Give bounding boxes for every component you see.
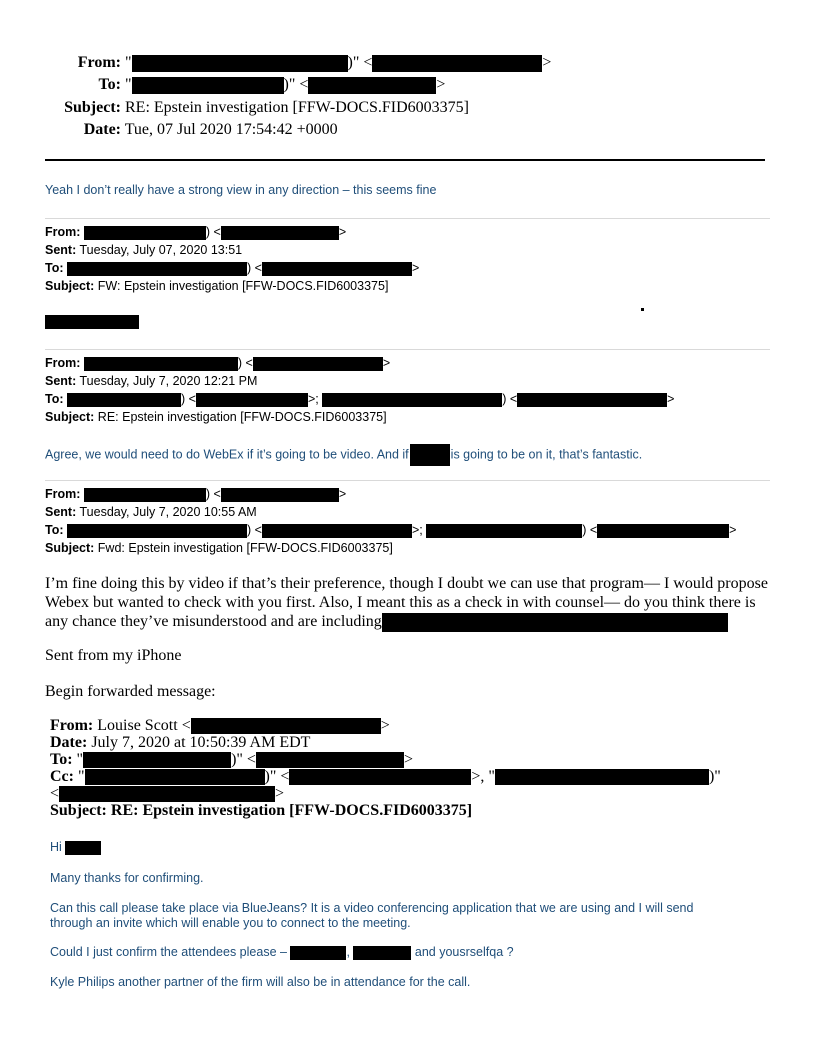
subject-label: Subject: [45, 541, 95, 555]
from-label: From: [45, 225, 81, 239]
redaction-block [597, 524, 729, 538]
redaction-block [59, 786, 275, 802]
email3-body-line: I’m fine doing this by video if that’s their preference, though I doubt we can use that program— I would propose [45, 575, 768, 592]
fwd-date-row [50, 734, 721, 751]
email2-body [45, 444, 642, 466]
redaction-block [191, 718, 381, 734]
email2-header [45, 354, 674, 426]
email2-sent-row [45, 372, 674, 390]
separator [45, 480, 770, 481]
to-label: To: [50, 751, 73, 768]
redaction-block [85, 769, 265, 785]
header-divider [45, 159, 765, 161]
date-value: Tue, 07 Jul 2020 17:54:42 +0000 [124, 121, 338, 138]
email3-sent-row [45, 503, 736, 521]
fwd-para: Can this call please take place via BlueJeans? It is a video conferencing application that we are using and I will send through an invite which will enable you to connect to the meeting. [50, 901, 694, 930]
email1-header [45, 223, 419, 295]
redaction-block [308, 77, 436, 94]
redaction-block [322, 393, 502, 407]
to-label: To: [45, 261, 64, 275]
redaction-block [84, 357, 238, 371]
email2-body-part1: Agree, we would need to do WebEx if it’s going to be video. And if [45, 447, 409, 462]
separator [45, 349, 770, 350]
date-label: Date: [83, 121, 121, 138]
fwd-from-row: From: Louise Scott < > [50, 717, 390, 734]
subject-value: RE: Epstein investigation [FFW-DOCS.FID6003375] [125, 99, 469, 116]
sent-value: Tuesday, July 7, 2020 12:21 PM [79, 374, 258, 388]
subject-value: RE: Epstein investigation [FFW-DOCS.FID6003375] [110, 802, 473, 819]
fwd-para: Kyle Philips another partner of the firm will also be in attendance for the call. [50, 975, 471, 989]
email2-body-part2: is going to be on it, that’s fantastic. [450, 447, 643, 462]
stray-dot [641, 308, 644, 311]
redaction-block [262, 524, 412, 538]
redaction-block [262, 262, 412, 276]
header-subject-row [45, 99, 469, 117]
redaction-block [353, 946, 411, 960]
redaction-block [83, 752, 231, 768]
sent-label: Sent: [45, 374, 77, 388]
sent-label: Sent: [45, 243, 77, 257]
to-label: To: [45, 523, 64, 537]
email2-subject-row [45, 408, 674, 426]
email3-body-line: Webex but wanted to check with you first. Also, I meant this as a check in with counsel— do you think there is [45, 594, 756, 611]
header-from-row: From: " )" < > [45, 54, 551, 72]
redaction-block [517, 393, 667, 407]
redaction-block [221, 488, 339, 502]
fwd-para: Many thanks for confirming. [50, 871, 204, 885]
redaction-block [67, 262, 247, 276]
fwd-subject-row [50, 802, 721, 819]
email3-body-line: any chance they’ve misunderstood and are including [45, 612, 775, 632]
redaction-block [382, 613, 728, 632]
redaction-block [132, 77, 284, 94]
redaction-block [67, 393, 181, 407]
forward-intro: Begin forwarded message: [45, 683, 216, 700]
email1-from-row: From: ) < > [45, 225, 347, 239]
redaction-block [65, 841, 101, 855]
redaction-block [372, 55, 542, 72]
sent-value: Tuesday, July 07, 2020 13:51 [79, 243, 243, 257]
fwd-cc-row-cont: < > [50, 785, 285, 802]
email2-to-row: To: ) < >; ) < > [45, 392, 675, 406]
fwd-greeting: Hi [50, 840, 770, 855]
fwd-to-row: To: " )" < > [50, 751, 413, 768]
fwd-para: Could I just confirm the attendees please – , and yousrselfqa ? [50, 945, 514, 959]
email3-from-row: From: ) < > [45, 487, 347, 501]
from-label: From: [50, 717, 94, 734]
email1-sent-row [45, 241, 419, 259]
to-label: To: [45, 392, 64, 406]
redaction-block [256, 752, 404, 768]
from-label: From: [45, 356, 81, 370]
subject-value: Fwd: Epstein investigation [FFW-DOCS.FID6003375] [97, 541, 393, 555]
email3-subject-row [45, 539, 736, 557]
cc-label: Cc: [50, 768, 74, 785]
redaction-block [426, 524, 582, 538]
subject-label: Subject: [64, 99, 121, 116]
redaction-block [221, 226, 339, 240]
sent-value: Tuesday, July 7, 2020 10:55 AM [79, 505, 257, 519]
email2-from-row: From: ) < > [45, 356, 391, 370]
redaction-block [290, 946, 346, 960]
redaction-block [45, 315, 139, 329]
email1-subject-row [45, 277, 419, 295]
redaction-block [410, 444, 450, 466]
redaction-block [132, 55, 348, 72]
to-label: To: [98, 76, 121, 93]
reply-text: Yeah I don’t really have a strong view in any direction – this seems fine [45, 183, 437, 197]
redaction-block [84, 488, 206, 502]
email3-header [45, 485, 736, 557]
subject-value: RE: Epstein investigation [FFW-DOCS.FID6003375] [97, 410, 387, 424]
subject-value: FW: Epstein investigation [FFW-DOCS.FID6003375] [97, 279, 389, 293]
redaction-block [289, 769, 471, 785]
fwd-cc-row: Cc: " )" < >, " )" [50, 768, 721, 785]
from-name: Louise Scott < [97, 717, 191, 734]
subject-label: Subject: [50, 802, 107, 819]
signature: Sent from my iPhone [45, 647, 182, 664]
email1-to-row: To: ) < > [45, 261, 420, 275]
redaction-block [495, 769, 709, 785]
forwarded-header [50, 717, 721, 819]
date-value: July 7, 2020 at 10:50:39 AM EDT [91, 734, 311, 751]
separator [45, 218, 770, 219]
date-label: Date: [50, 734, 88, 751]
redaction-block [253, 357, 383, 371]
redaction-block [67, 524, 247, 538]
sent-label: Sent: [45, 505, 77, 519]
redaction-block [196, 393, 308, 407]
redaction-block [84, 226, 206, 240]
subject-label: Subject: [45, 279, 95, 293]
subject-label: Subject: [45, 410, 95, 424]
header-to-row: To: " )" < > [45, 76, 445, 94]
email3-body [45, 574, 775, 632]
email3-to-row: To: ) < >; ) < > [45, 523, 737, 537]
from-label: From: [77, 54, 121, 71]
header-date-row [45, 121, 338, 139]
from-label: From: [45, 487, 81, 501]
